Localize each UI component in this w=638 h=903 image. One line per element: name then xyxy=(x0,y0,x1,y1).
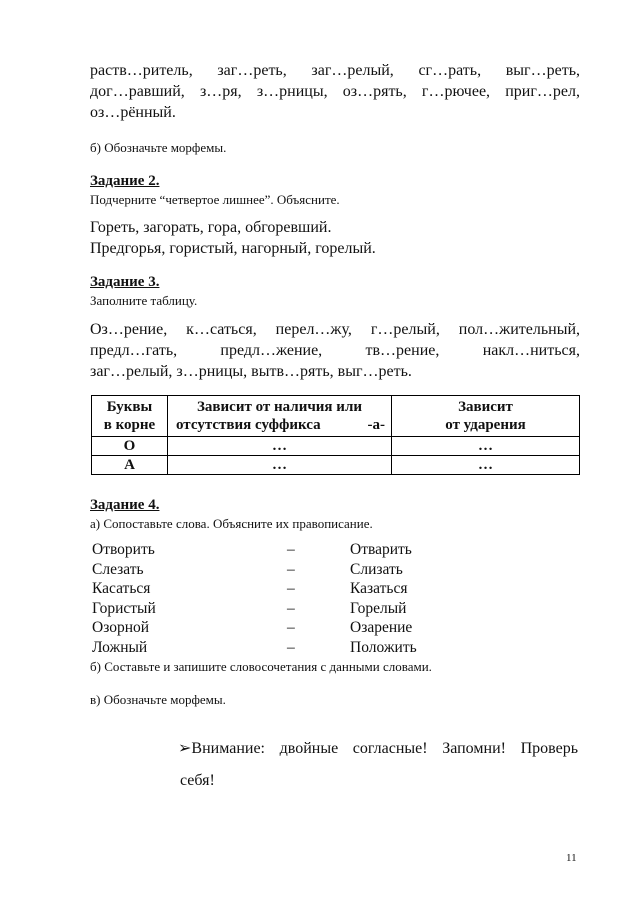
exercise-line: дог…равший, з…ря, з…рницы, оз…рять, г…рючее, приг…рел, xyxy=(90,83,580,100)
task3-line: заг…релый, з…рницы, вытв…рять, выг…реть. xyxy=(90,363,412,380)
task3-title: Задание 3. xyxy=(90,274,160,290)
task3-word-list xyxy=(90,319,580,382)
word-pairs xyxy=(92,540,417,658)
arrow-bullet-icon: ➢ xyxy=(178,740,192,757)
pair-right: Горелый xyxy=(350,599,407,617)
pair-left: Гористый xyxy=(92,599,156,617)
pair-right: Отварить xyxy=(350,541,412,558)
page-number: 11 xyxy=(566,852,577,864)
table-cell: … xyxy=(168,456,392,475)
exercise-line: раств…ритель, заг…реть, заг…релый, сг…рать, выг…реть, xyxy=(90,62,580,79)
note-line: Внимание: двойные согласные! Запомни! Проверь xyxy=(191,740,578,757)
task-b-instruction: б) Обозначьте морфемы. xyxy=(90,140,227,155)
word-pair-row xyxy=(92,599,417,619)
task4-instruction-c: в) Обозначьте морфемы. xyxy=(90,691,226,707)
vowel-table xyxy=(91,395,580,475)
pair-dash: – xyxy=(287,638,295,656)
task4-instruction-b: б) Составьте и запишите словосочетания с данными словами. xyxy=(90,658,432,674)
exercise-line: оз…рённый. xyxy=(90,104,176,121)
task2-line: Гореть, загорать, гора, обгоревший. xyxy=(90,219,332,236)
pair-dash: – xyxy=(287,619,295,637)
task2-instruction: Подчерните “четвертое лишнее”. Объясните. xyxy=(90,192,340,207)
pair-dash: – xyxy=(287,541,295,558)
pair-dash: – xyxy=(287,599,295,617)
table-cell: … xyxy=(392,456,580,475)
table-cell: А xyxy=(92,456,168,475)
pair-left: Ложный xyxy=(92,638,148,656)
pair-right: Слизать xyxy=(350,560,403,578)
table-header-cell: Зависит от наличия или отсутствия суффикса -а- xyxy=(168,396,392,437)
table-cell: О xyxy=(92,437,168,456)
word-pair-row xyxy=(92,540,417,560)
note-line: себя! xyxy=(180,772,215,789)
task3-instruction: Заполните таблицу. xyxy=(90,293,198,308)
pair-left: Отворить xyxy=(92,541,155,558)
pair-right: Казаться xyxy=(350,580,408,598)
table-cell: … xyxy=(392,437,580,456)
task3-line: Оз…рение, к…саться, перел…жу, г…релый, пол…жительный, xyxy=(90,321,580,338)
table-row xyxy=(92,437,580,456)
pair-right: Озарение xyxy=(350,619,413,637)
task4-title: Задание 4. xyxy=(90,497,160,513)
table-header-row xyxy=(92,396,580,437)
task3-line: предл…гать, предл…жение, тв…рение, накл…ниться, xyxy=(90,342,580,359)
table-header-cell: Зависит от ударения xyxy=(392,396,580,437)
pair-left: Касаться xyxy=(92,580,151,598)
word-pair-row xyxy=(92,638,417,658)
pair-left: Озорной xyxy=(92,619,150,637)
task4-instruction-a: а) Сопоставьте слова. Объясните их правописание. xyxy=(90,516,373,531)
table-header-cell: Буквы в корне xyxy=(92,396,168,437)
word-pair-row xyxy=(92,579,417,599)
pair-dash: – xyxy=(287,580,295,598)
pair-dash: – xyxy=(287,560,295,578)
word-pair-row xyxy=(92,618,417,638)
exercise-word-list xyxy=(90,60,580,123)
task2-line: Предгорья, гористый, нагорный, горелый. xyxy=(90,240,376,257)
pair-left: Слезать xyxy=(92,560,144,578)
pair-right: Положить xyxy=(350,638,417,656)
word-pair-row xyxy=(92,560,417,580)
table-cell: … xyxy=(168,437,392,456)
attention-note xyxy=(178,738,578,791)
table-row xyxy=(92,456,580,475)
document-page xyxy=(90,60,580,708)
task2-title: Задание 2. xyxy=(90,173,160,189)
